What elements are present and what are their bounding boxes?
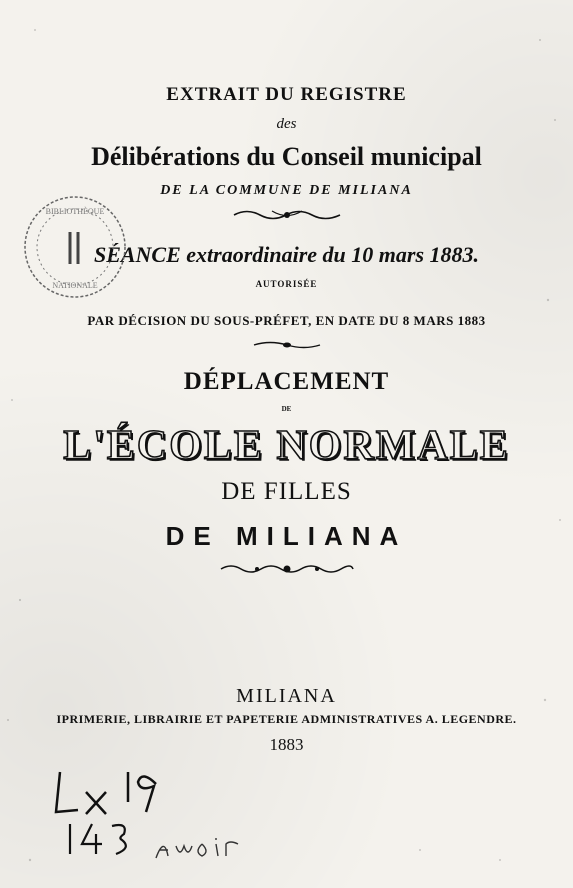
normal-school-title: L'ÉCOLE NORMALE <box>63 423 510 469</box>
girls-subtitle: DE FILLES <box>221 478 352 505</box>
displacement-title: DÉPLACEMENT <box>183 368 390 395</box>
miliana-subtitle: DE MILIANA <box>165 521 408 551</box>
register-extract-heading: EXTRAIT DU REGISTRE <box>166 84 407 105</box>
session-title: SÉANCE extraordinaire du 10 mars 1883. <box>93 242 480 267</box>
handwritten-note <box>150 822 260 867</box>
commune-subheading: DE LA COMMUNE DE MILIANA <box>160 183 413 198</box>
svg-text:BIBLIOTHÈQUE: BIBLIOTHÈQUE <box>45 207 105 216</box>
library-stamp <box>20 192 130 302</box>
imprint-city: MILIANA <box>236 685 337 707</box>
svg-text:NATIONALE: NATIONALE <box>52 281 98 290</box>
imprint-printer: IPRIMERIE, LIBRAIRIE ET PAPETERIE ADMINISTRATIVES A. LEGENDRE. <box>56 712 517 726</box>
authorized-label: AUTORISÉE <box>255 279 318 289</box>
handwritten-shelfmark-number <box>62 818 142 858</box>
prefect-decision-text: PAR DÉCISION DU SOUS-PRÉFET, EN DATE DU 8 MARS 1883 <box>87 313 486 328</box>
ornament-divider-bottom <box>0 561 573 582</box>
handwritten-shelfmark-lk <box>48 762 168 822</box>
imprint-year: 1883 <box>269 735 304 754</box>
ornament-divider-middle <box>0 338 573 356</box>
title-de-connector: DE <box>281 405 292 413</box>
council-deliberations-heading: Délibérations du Conseil municipal <box>91 142 482 171</box>
register-des-text: des <box>276 116 297 132</box>
